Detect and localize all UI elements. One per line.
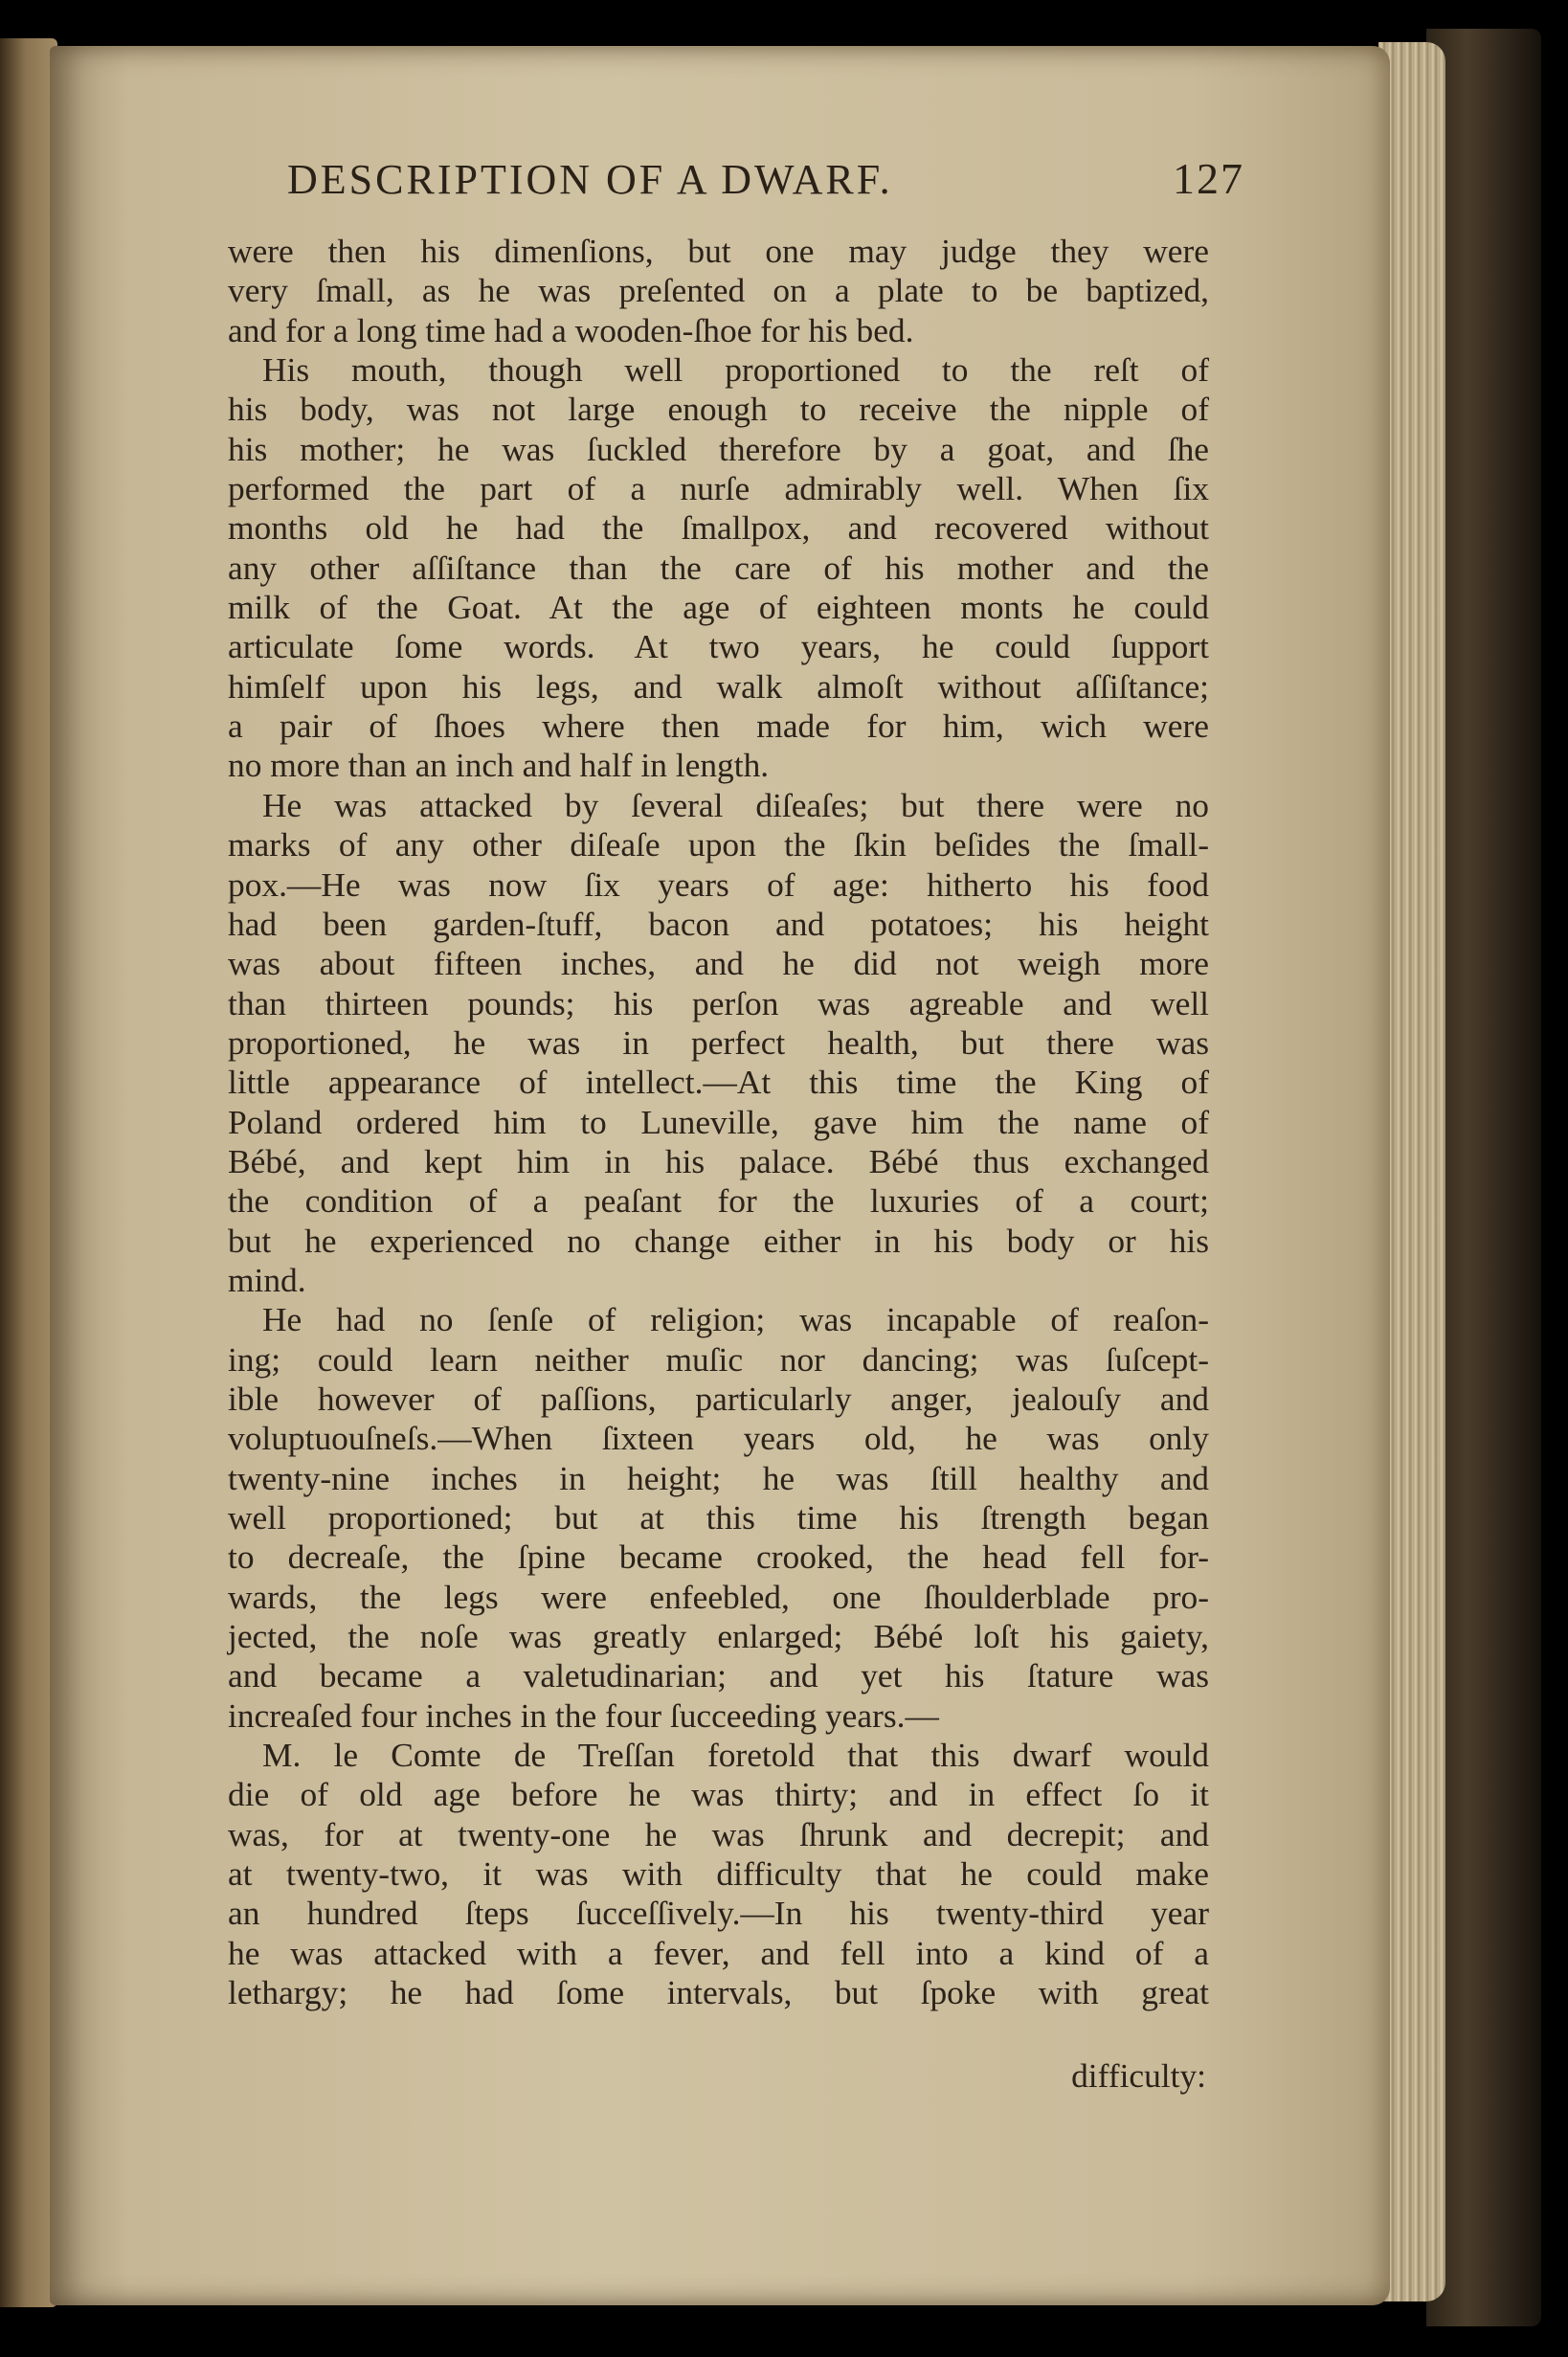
- text-line: the condition of a peaſant for the luxuries of a court;: [228, 1181, 1209, 1221]
- text-line: His mouth, though well proportioned to the reſt of: [262, 350, 1209, 390]
- text-line: but he experienced no change either in his body or his: [228, 1221, 1209, 1260]
- body-text: [228, 232, 1209, 2012]
- text-line: little appearance of intellect.—At this time the King of: [228, 1063, 1209, 1102]
- text-line: twenty-nine inches in height; he was ſtill healthy and: [228, 1458, 1209, 1497]
- text-line: months old he had the ſmallpox, and recovered without: [228, 508, 1209, 548]
- text-line: any other aſſiſtance than the care of his mother and the: [228, 548, 1209, 587]
- text-line: ible however of paſſions, particularly anger, jealouſy and: [228, 1379, 1209, 1418]
- text-line: had been garden-ſtuff, bacon and potatoes; his height: [228, 904, 1209, 943]
- text-line: Bébé, and kept him in his palace. Bébé thus exchanged: [228, 1141, 1209, 1180]
- text-line: Poland ordered him to Luneville, gave him the name of: [228, 1102, 1209, 1141]
- text-line: was, for at twenty-one he was ſhrunk and decrepit; and: [228, 1814, 1209, 1853]
- text-line: lethargy; he had ſome intervals, but ſpoke with great: [228, 1973, 1209, 2012]
- text-line: pox.—He was now ſix years of age: hitherto his food: [228, 864, 1209, 904]
- text-line: voluptuouſneſs.—When ſixteen years old, he was only: [228, 1419, 1209, 1458]
- page-number: 127: [1173, 154, 1244, 203]
- text-line: marks of any other diſeaſe upon the ſkin beſides the ſmall-: [228, 825, 1209, 864]
- text-line: wards, the legs were enfeebled, one ſhoulderblade pro-: [228, 1577, 1209, 1616]
- text-line: articulate ſome words. At two years, he could ſupport: [228, 627, 1209, 666]
- text-line: jected, the noſe was greatly enlarged; Bébé loſt his gaiety,: [228, 1617, 1209, 1656]
- text-line: mind.: [228, 1260, 306, 1299]
- text-line: an hundred ſteps ſucceſſively.—In his twenty-third year: [228, 1894, 1209, 1933]
- text-line: ing; could learn neither muſic nor dancing; was ſuſcept-: [228, 1339, 1209, 1379]
- text-line: He was attacked by ſeveral diſeaſes; but there were no: [262, 785, 1209, 824]
- text-line: than thirteen pounds; his perſon was agreable and well: [228, 983, 1209, 1022]
- text-line: well proportioned; but at this time his ſtrength began: [228, 1498, 1209, 1537]
- text-line: die of old age before he was thirty; and in effect ſo it: [228, 1775, 1209, 1814]
- text-line: his body, was not large enough to receive the nipple of: [228, 390, 1209, 429]
- text-line: and for a long time had a wooden-ſhoe for his bed.: [228, 310, 914, 349]
- text-line: at twenty-two, it was with difficulty that he could make: [228, 1854, 1209, 1894]
- text-line: was about fifteen inches, and he did not weigh more: [228, 944, 1209, 983]
- text-line: his mother; he was ſuckled therefore by a goat, and ſhe: [228, 429, 1209, 468]
- text-line: to decreaſe, the ſpine became crooked, the head fell for-: [228, 1538, 1209, 1577]
- text-line: M. le Comte de Treſſan foretold that this dwarf would: [262, 1736, 1209, 1775]
- text-line: were then his dimenſions, but one may judge they were: [228, 232, 1209, 270]
- text-line: increaſed four inches in the four ſucceeding years.—: [228, 1695, 939, 1735]
- text-line: himſelf upon his legs, and walk almoſt without aſſiſtance;: [228, 666, 1209, 706]
- text-line: a pair of ſhoes where then made for him, wich were: [228, 707, 1209, 746]
- catchword: difficulty:: [1071, 2056, 1206, 2095]
- text-line: very ſmall, as he was preſented on a plate to be baptized,: [228, 271, 1209, 310]
- text-line: He had no ſenſe of religion; was incapable of reaſon-: [262, 1300, 1209, 1339]
- running-head: [287, 153, 1244, 204]
- facing-page-edge: [0, 38, 57, 2307]
- text-line: performed the part of a nurſe admirably well. When ſix: [228, 469, 1209, 508]
- text-line: no more than an inch and half in length.: [228, 746, 770, 785]
- text-line: he was attacked with a fever, and fell into a kind of a: [228, 1933, 1209, 1972]
- text-line: and became a valetudinarian; and yet his ſtature was: [228, 1656, 1209, 1695]
- text-line: milk of the Goat. At the age of eighteen monts he could: [228, 588, 1209, 627]
- text-line: proportioned, he was in perfect health, but there was: [228, 1022, 1209, 1062]
- running-title: DESCRIPTION OF A DWARF.: [287, 156, 893, 203]
